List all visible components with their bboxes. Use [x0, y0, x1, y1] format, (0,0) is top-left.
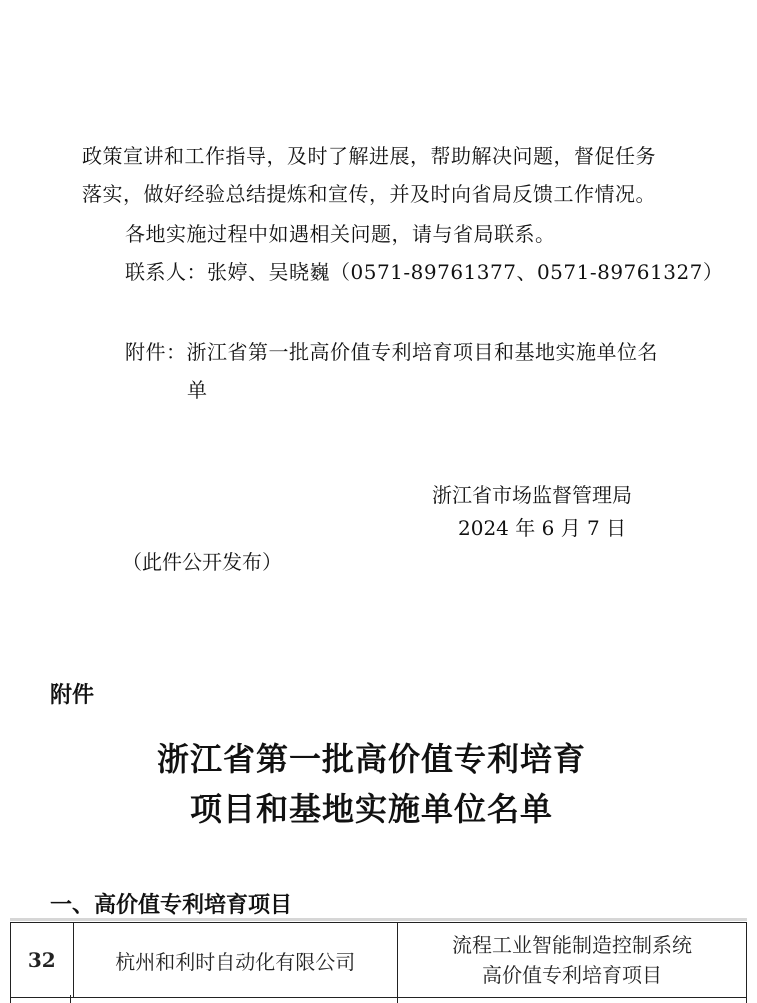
body-paragraph-line: 落实，做好经验总结提炼和宣传，并及时向省局反馈工作情况。 — [82, 182, 656, 206]
project-name-line-2: 高价值专利培育项目 — [481, 963, 662, 987]
next-table-row-partial — [10, 995, 747, 1003]
attachment-reference-continued: 单 — [187, 378, 208, 402]
company-name: 杭州和利时自动化有限公司 — [73, 923, 397, 998]
signature-date: 2024 年 6 月 7 日 — [458, 516, 627, 540]
section-heading: 一、高价值专利培育项目 — [50, 893, 293, 918]
table-row — [11, 923, 747, 998]
table-cut-edge — [10, 918, 747, 921]
body-paragraph-line: 政策宣讲和工作指导，及时了解进展，帮助解决问题，督促任务 — [82, 144, 656, 168]
signature-organization: 浙江省市场监督管理局 — [432, 483, 632, 507]
attachment-label: 附件 — [50, 683, 95, 708]
attachment-reference: 附件：浙江省第一批高价值专利培育项目和基地实施单位名 — [125, 340, 658, 364]
disclosure-note: （此件公开发布） — [122, 550, 282, 574]
project-name — [397, 923, 746, 998]
attachment-title-line-1: 浙江省第一批高价值专利培育 — [156, 740, 586, 778]
contact-note: 各地实施过程中如遇相关问题，请与省局联系。 — [125, 222, 556, 246]
attachment-title-line-2: 项目和基地实施单位名单 — [189, 790, 553, 828]
contact-persons: 联系人：张婷、吴晓巍（0571-89761377、0571-89761327） — [125, 260, 724, 284]
project-table — [10, 922, 747, 998]
row-number: 32 — [11, 923, 74, 998]
project-name-line-1: 流程工业智能制造控制系统 — [451, 933, 692, 957]
